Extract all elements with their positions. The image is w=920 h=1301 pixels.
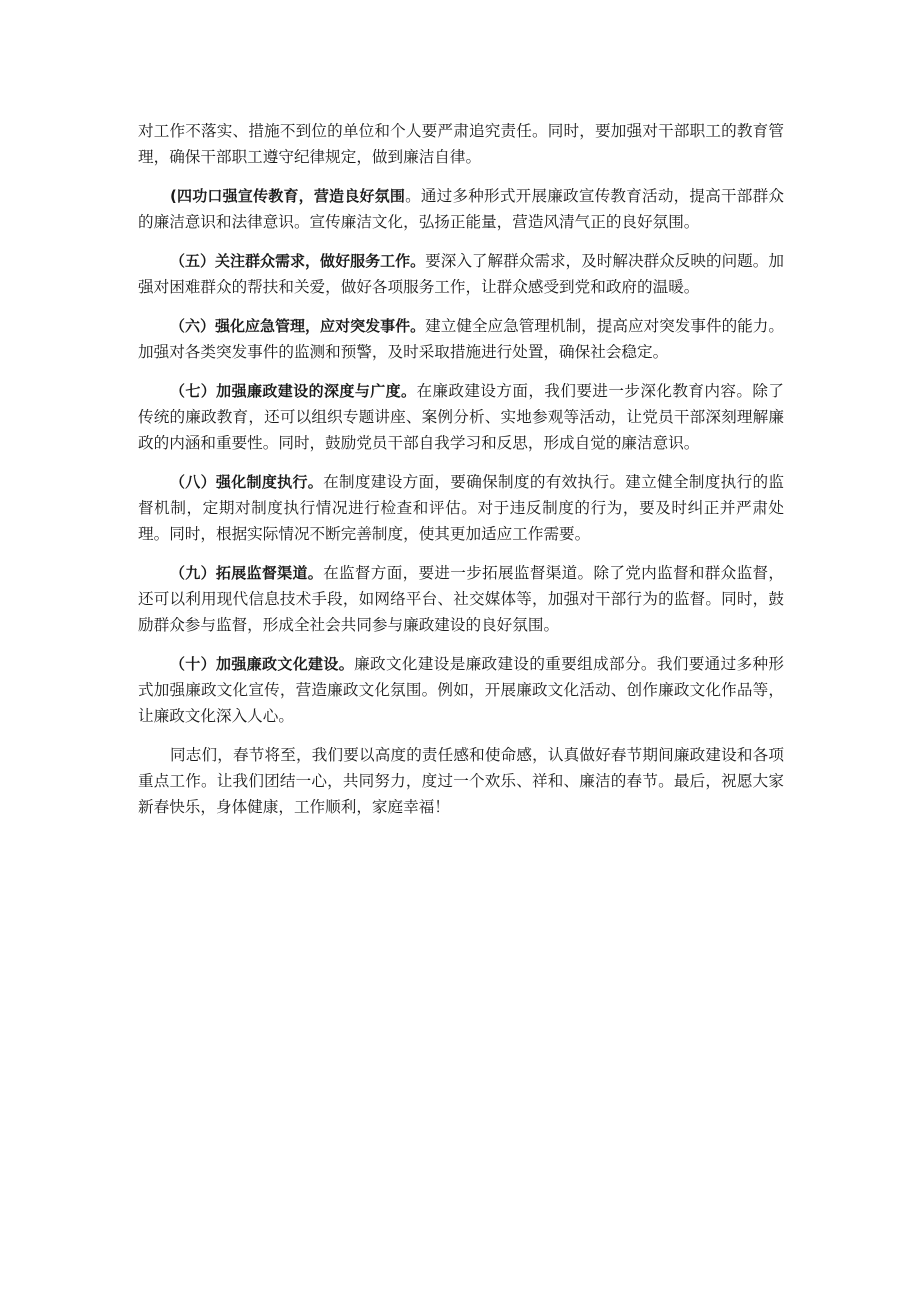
paragraph-text: 在监督方面，要进一步拓展监督渠道。除了党内监督和群众监督，还可以利用现代信息技术手段，如网络平台、社交媒体等，加强对干部行为的监督。同时，鼓励群众参与监督，形成全社会共同参与廉政建设的良好氛围。 — [138, 563, 784, 635]
section-heading: （五）关注群众需求，做好服务工作。 — [169, 251, 426, 270]
section-heading: （六）强化应急管理，应对突发事件。 — [169, 316, 426, 335]
section-heading: （九）拓展监督渠道。 — [169, 563, 324, 582]
paragraph-section-8 — [138, 469, 784, 548]
paragraph-text: 对工作不落实、措施不到位的单位和个人要严肃追究责任。同时，要加强对干部职工的教育管理，确保干部职工遵守纪律规定，做到廉洁自律。 — [138, 122, 784, 167]
section-heading: （八）强化制度执行。 — [169, 472, 324, 491]
paragraph-text: 同志们，春节将至，我们要以高度的责任感和使命感，认真做好春节期间廉政建设和各项重点工作。让我们团结一心，共同努力，度过一个欢乐、祥和、廉洁的春节。最后，祝愿大家新春快乐，身体健康，工作顺利，家庭幸福！ — [138, 746, 784, 817]
paragraph-text: 在制度建设方面，要确保制度的有效执行。建立健全制度执行的监督机制，定期对制度执行情况进行检查和评估。对于违反制度的行为，要及时纠正并严肃处理。同时，根据实际情况不断完善制度，使其更加适应工作需要。 — [138, 472, 784, 544]
paragraph-section-4 — [138, 183, 784, 235]
paragraph-text: 要深入了解群众需求，及时解决群众反映的问题。加强对困难群众的帮扶和关爱，做好各项服务工作，让群众感受到党和政府的温暖。 — [138, 251, 784, 297]
paragraph-section-6 — [138, 313, 784, 365]
section-heading: （十）加强廉政文化建设。 — [169, 654, 355, 673]
paragraph-text: 。通过多种形式开展廉政宣传教育活动，提高干部群众的廉洁意识和法律意识。宣传廉洁文化，弘扬正能量，营造风清气正的良好氛围。 — [138, 186, 784, 232]
paragraph-continuation — [138, 118, 784, 170]
paragraph-section-10 — [138, 651, 784, 730]
document-body — [138, 118, 784, 833]
section-heading: （七）加强廉政建设的深度与广度。 — [169, 381, 417, 400]
paragraph-text: 廉政文化建设是廉政建设的重要组成部分。我们要通过多种形式加强廉政文化宣传，营造廉政文化氛围。例如，开展廉政文化活动、创作廉政文化作品等，让廉政文化深入人心。 — [138, 654, 784, 726]
section-heading: (四功口强宣传教育，营造良好氛围 — [169, 186, 406, 205]
paragraph-section-5 — [138, 248, 784, 300]
paragraph-section-9 — [138, 560, 784, 639]
paragraph-closing — [138, 742, 784, 821]
paragraph-text: 建立健全应急管理机制，提高应对突发事件的能力。加强对各类突发事件的监测和预警，及时采取措施进行处置，确保社会稳定。 — [138, 316, 784, 361]
paragraph-section-7 — [138, 378, 784, 457]
paragraph-text: 在廉政建设方面，我们要进一步深化教育内容。除了传统的廉政教育，还可以组织专题讲座、案例分析、实地参观等活动，让党员干部深刻理解廉政的内涵和重要性。同时，鼓励党员干部自我学习和反思，形成自觉的廉洁意识。 — [138, 381, 784, 453]
